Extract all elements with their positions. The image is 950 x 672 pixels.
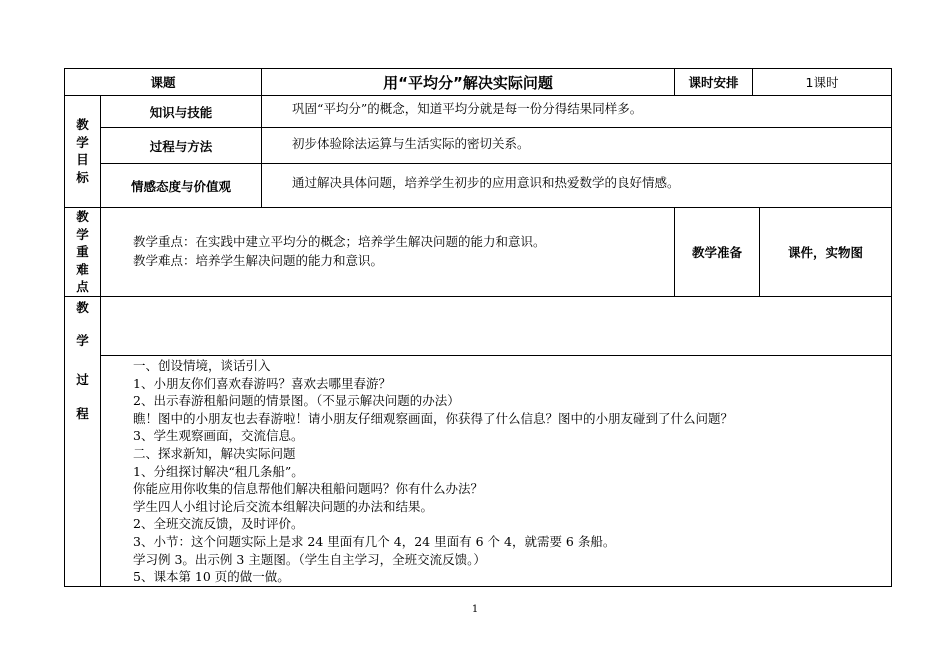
lesson-title: 用“平均分”解决实际问题 [383, 73, 553, 92]
lesson-label: 课题 [150, 75, 176, 90]
process-line: 3、学生观察画面，交流信息。 [133, 428, 304, 444]
process-line: 学习例 3。出示例 3 主题图。（学生自主学习，全班交流反馈。） [133, 551, 486, 567]
process-line: 二、探求新知，解决实际问题 [133, 445, 296, 461]
process-side-char: 过 [76, 372, 89, 387]
process-line: 2、全班交流反馈，及时评价。 [133, 516, 304, 532]
process-side-label [65, 297, 100, 586]
page-number: 1 [471, 604, 479, 615]
objective-label-attitude: 情感态度与价值观 [130, 178, 231, 194]
process-line: 2、出示春游租船问题的情景图。（不显示解决问题的办法） [133, 393, 460, 409]
process-side-char: 学 [76, 333, 89, 348]
process-content [133, 357, 883, 586]
objective-text-knowledge: 巩固“平均分”的概念，知道平均分就是每一份分得结果同样多。 [292, 101, 643, 116]
process-line: 3、小节：这个问题实际上是求 24 里面有几个 4，24 里面有 6 个 4，就需要 6 条船。 [133, 533, 616, 549]
objective-label-knowledge: 知识与技能 [149, 104, 213, 120]
process-side-char: 程 [76, 406, 89, 421]
objective-label-process: 过程与方法 [149, 138, 213, 154]
process-side-char: 教 [76, 300, 89, 315]
process-line: 瞧！图中的小朋友也去春游啦！请小朋友仔细观察画面，你获得了什么信息？图中的小朋友碰到了什么问题？ [133, 410, 734, 426]
process-line: 1、分组探讨解决“租几条船”。 [133, 463, 304, 479]
table-border-right [891, 68, 892, 587]
process-line: 1、小朋友你们喜欢春游吗？喜欢去哪里春游？ [133, 375, 391, 391]
difficult-point-text: 教学难点：培养学生解决问题的能力和意识。 [133, 253, 384, 268]
keypoints-side-label: 教 学 重 难 点 [76, 209, 89, 294]
objective-text-attitude: 通过解决具体问题，培养学生初步的应用意识和热爱数学的良好情感。 [292, 175, 680, 190]
objective-text-process: 初步体验除法运算与生活实际的密切关系。 [292, 136, 530, 151]
objectives-side-label: 教 学 目 标 [76, 117, 89, 185]
process-line: 一、创设情境，谈话引入 [133, 358, 271, 373]
process-line: 你能应用你收集的信息帮他们解决租船问题吗？你有什么办法？ [133, 481, 484, 497]
key-point-text: 教学重点：在实践中建立平均分的概念；培养学生解决问题的能力和意识。 [133, 234, 546, 249]
prep-value: 课件，实物图 [787, 245, 863, 260]
table-rule [64, 296, 892, 297]
process-line: 5、课本第 10 页的做一做。 [133, 569, 290, 585]
schedule-label: 课时安排 [688, 75, 739, 90]
table-rule [100, 355, 892, 356]
schedule-value: 1课时 [805, 75, 839, 90]
prep-label: 教学准备 [691, 245, 742, 260]
process-line: 学生四人小组讨论后交流本组解决问题的办法和结果。 [133, 498, 434, 514]
table-border-bottom [64, 586, 892, 587]
